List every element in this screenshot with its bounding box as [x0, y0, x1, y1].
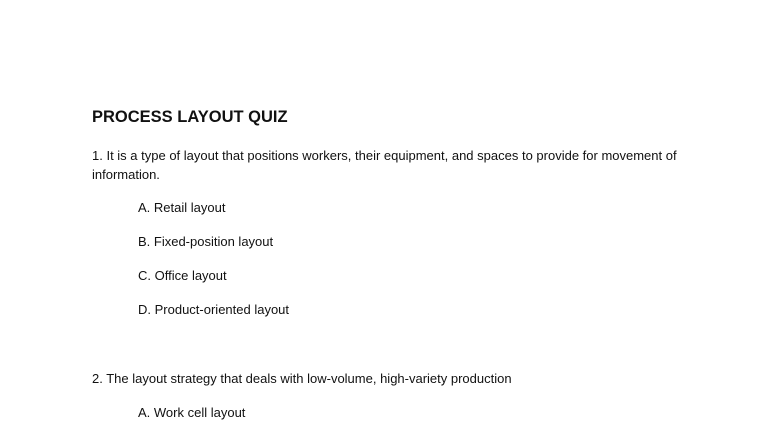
question-1-text: 1. It is a type of layout that positions workers, their equipment, and spaces to provide for movement of information.: [92, 148, 677, 182]
question-1-option-c: C. Office layout: [138, 268, 227, 283]
question-1-option-d: D. Product-oriented layout: [138, 302, 290, 317]
quiz-title: PROCESS LAYOUT QUIZ: [92, 108, 288, 126]
question-2-text: 2. The layout strategy that deals with low-volume, high-variety production: [92, 371, 512, 386]
question-1-option-b: B. Fixed-position layout: [138, 234, 274, 249]
question-1-option-a: A. Retail layout: [138, 200, 226, 215]
question-2-option-a: A. Work cell layout: [138, 405, 246, 420]
